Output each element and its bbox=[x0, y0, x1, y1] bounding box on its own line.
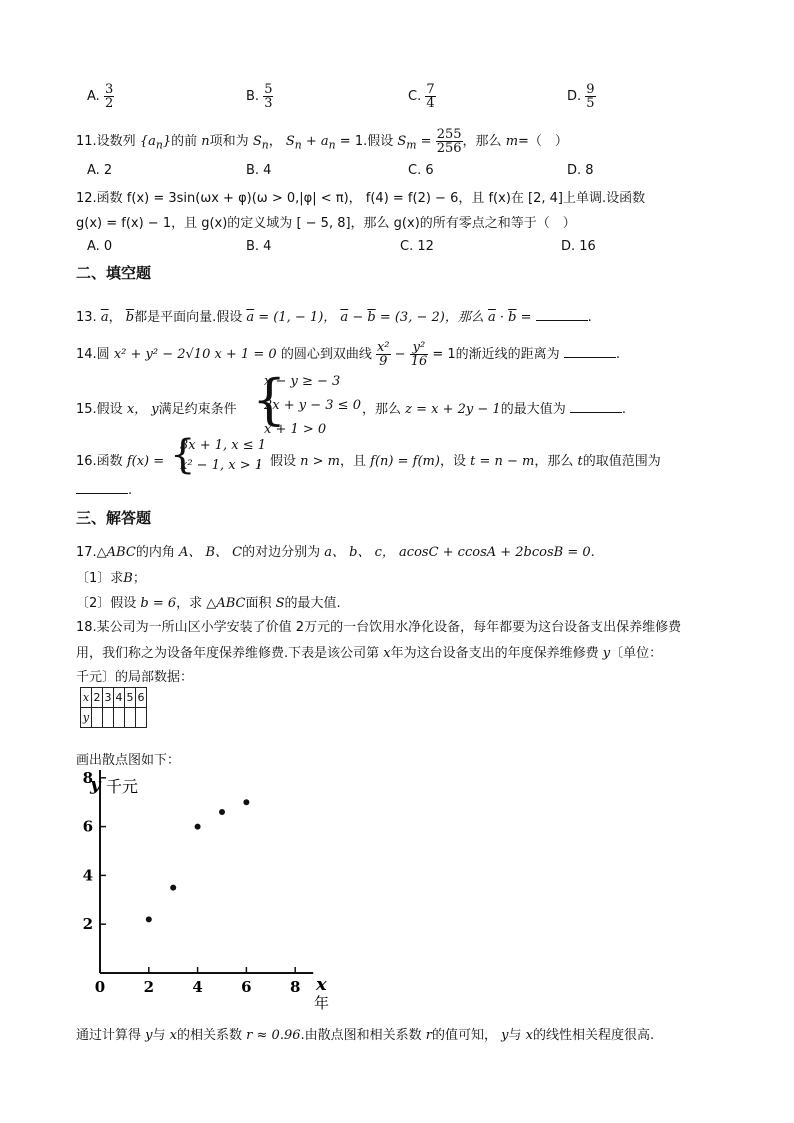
q10-option-b[interactable]: B. $\frac{5}{3}$ bbox=[246, 82, 273, 111]
y-tick-label: 6 bbox=[82, 817, 93, 836]
piece-2: x² − 1, x > 1 bbox=[180, 458, 263, 473]
x-tick-label: 2 bbox=[143, 978, 155, 996]
y-tick-label: 8 bbox=[82, 770, 93, 787]
fraction: $\frac{255}{256}$ bbox=[436, 127, 462, 156]
q12-stem-line2: g(x) = f(x) − 1，且 g(x)的定义域为 [ − 5, 8]，那么 g(x)的所有零点之和等于（ ） bbox=[76, 216, 576, 231]
piecewise-brace: { bbox=[170, 432, 196, 478]
x-tick-label: 0 bbox=[94, 978, 106, 996]
q15-stem-right: ，那么 z = x + 2y − 1的最大值为 . bbox=[362, 402, 626, 417]
fraction: $\frac{5}{3}$ bbox=[264, 82, 273, 111]
constraint-3: x + 1 > 0 bbox=[264, 422, 327, 437]
data-point bbox=[219, 809, 225, 815]
q11-stem: 11.设数列 $\{a_n\}$的前 n项和为 $S_n$， $S_n + a_n = 1$.假设 $S_m$ = $\frac{255}{256}$ ，那么 m=（ ） bbox=[76, 127, 568, 156]
section-heading-fill-in: 二、填空题 bbox=[76, 264, 152, 282]
fraction: $\frac{3}{2}$ bbox=[104, 82, 114, 111]
table-cell bbox=[136, 708, 147, 728]
table-cell bbox=[114, 708, 125, 728]
y-axis-unit: 千元 bbox=[106, 777, 139, 796]
fraction: $\frac{7}{4}$ bbox=[426, 82, 435, 111]
y-axis-label: y bbox=[90, 774, 101, 795]
q18-conclusion: 通过计算得 y与 x的相关系数 r ≈ 0.96.由散点图和相关系数 r的值可知， y与 x的线性相关程度很高. bbox=[76, 1028, 655, 1043]
x-tick-label: 6 bbox=[241, 978, 252, 996]
q18-line1: 18.某公司为一所山区小学安装了价值 2万元的一台饮用水净化设备，每年都要为这台设备支出保养维修费 bbox=[76, 620, 682, 635]
q16-answer: . bbox=[76, 483, 132, 498]
q11-option-a[interactable]: A. 2 bbox=[87, 163, 113, 178]
q10-option-d[interactable]: D. $\frac{9}{5}$ bbox=[567, 82, 595, 111]
constraint-brace: { bbox=[252, 368, 287, 431]
q13-stem: 13. $\overline{a}$， $\overline{b}$都是平面向量.假设 $\overline{a} = (1$, − 1)， $\overline{a} - \overline{b} = (3$, − 2)，那么 $\overline{a} \cdot \overline{b}$ = . bbox=[76, 310, 592, 325]
q17-part2: 〔2〕假设 b = 6，求 △ABC面积 S的最大值. bbox=[76, 596, 341, 611]
table-cell: 4 bbox=[114, 688, 125, 708]
data-table bbox=[80, 687, 147, 728]
q16-stem-right: ，假设 n > m，且 f(n) = f(m)，设 t = n − m，那么 t的取值范围为 bbox=[257, 454, 661, 469]
q16-stem-left: 16.函数 f(x) = bbox=[76, 454, 165, 469]
q12-option-c[interactable]: C. 12 bbox=[400, 239, 434, 254]
table-cell: 3 bbox=[103, 688, 114, 708]
q12-option-b[interactable]: B. 4 bbox=[246, 239, 272, 254]
plot-axes bbox=[100, 770, 313, 973]
data-point bbox=[146, 916, 152, 922]
vector-b: $\overline{b}$ bbox=[125, 310, 135, 325]
constraint-1: x − y ≥ − 3 bbox=[264, 374, 341, 389]
plot-points bbox=[146, 799, 250, 922]
constraint-2: 2x + y − 3 ≤ 0 bbox=[264, 398, 361, 413]
q10-option-c[interactable]: C. $\frac{7}{4}$ bbox=[408, 82, 435, 111]
q10-option-a[interactable]: A. $\frac{3}{2}$ bbox=[87, 82, 114, 111]
fraction: $\frac{\text{y²}}{16}$ bbox=[410, 340, 428, 369]
table-header-x: x bbox=[81, 688, 92, 708]
table-header-y: y bbox=[81, 708, 92, 728]
q11-option-c[interactable]: C. 6 bbox=[408, 163, 434, 178]
y-tick-label: 2 bbox=[82, 915, 93, 934]
q17-stem: 17.△ABC的内角 A、 B、 C的对边分别为 a、 b、 c， acosC + ccosA + 2bcosB = 0. bbox=[76, 545, 595, 560]
table-row bbox=[81, 688, 147, 708]
answer-blank[interactable] bbox=[536, 319, 588, 321]
answer-blank[interactable] bbox=[570, 411, 622, 413]
q15-stem-left: 15.假设 x， y满足约束条件 bbox=[76, 402, 237, 417]
q12-option-a[interactable]: A. 0 bbox=[87, 239, 113, 254]
piece-1: 3x + 1, x ≤ 1 bbox=[180, 438, 267, 453]
q18-line3: 千元〕的局部数据： bbox=[76, 670, 194, 685]
x-axis-unit: 年 bbox=[314, 994, 330, 1012]
x-axis-label: x bbox=[316, 974, 327, 995]
q18-line2: 用，我们称之为设备年度保养维修费.下表是该公司第 x年为这台设备支出的年度保养维修费 y〔单位： bbox=[76, 646, 663, 661]
answer-blank[interactable] bbox=[564, 356, 616, 358]
x-tick-label: 4 bbox=[192, 978, 203, 996]
q14-stem: 14.圆 x² + y² − 2√10 x + 1 = 0 的圆心到双曲线 $\frac{\text{x²}}{9}$ − $\frac{\text{y²}}{16}$ = 1的渐近线的距离为 . bbox=[76, 340, 620, 369]
fraction: $\frac{\text{x²}}{9}$ bbox=[376, 340, 390, 369]
vector-a: $\overline{a}$ bbox=[100, 310, 109, 325]
data-point bbox=[195, 824, 201, 830]
table-cell: 2 bbox=[92, 688, 103, 708]
table-cell: 5 bbox=[125, 688, 136, 708]
answer-blank[interactable] bbox=[76, 492, 128, 494]
table-cell: 6 bbox=[136, 688, 147, 708]
data-point bbox=[170, 885, 176, 891]
table-row bbox=[81, 708, 147, 728]
fraction: $\frac{9}{5}$ bbox=[586, 82, 595, 111]
q12-stem-line1: 12.函数 f(x) = 3sin(ωx + φ)(ω > 0,|φ| < π)， f(4) = f(2) − 6，且 f(x)在 [2, 4]上单调.设函数 bbox=[76, 191, 646, 206]
q11-option-b[interactable]: B. 4 bbox=[246, 163, 272, 178]
table-cell bbox=[103, 708, 114, 728]
data-point bbox=[243, 799, 249, 805]
table-cell bbox=[92, 708, 103, 728]
q12-option-d[interactable]: D. 16 bbox=[561, 239, 596, 254]
section-heading-solutions: 三、解答题 bbox=[76, 509, 152, 527]
plot-ticks bbox=[83, 770, 301, 996]
scatter-caption: 画出散点图如下： bbox=[76, 753, 181, 768]
q11-option-d[interactable]: D. 8 bbox=[567, 163, 594, 178]
y-tick-label: 4 bbox=[82, 866, 93, 885]
q17-part1: 〔1〕求B； bbox=[76, 571, 146, 586]
scatter-plot bbox=[80, 770, 350, 1020]
table-cell bbox=[125, 708, 136, 728]
x-tick-label: 8 bbox=[289, 978, 301, 996]
